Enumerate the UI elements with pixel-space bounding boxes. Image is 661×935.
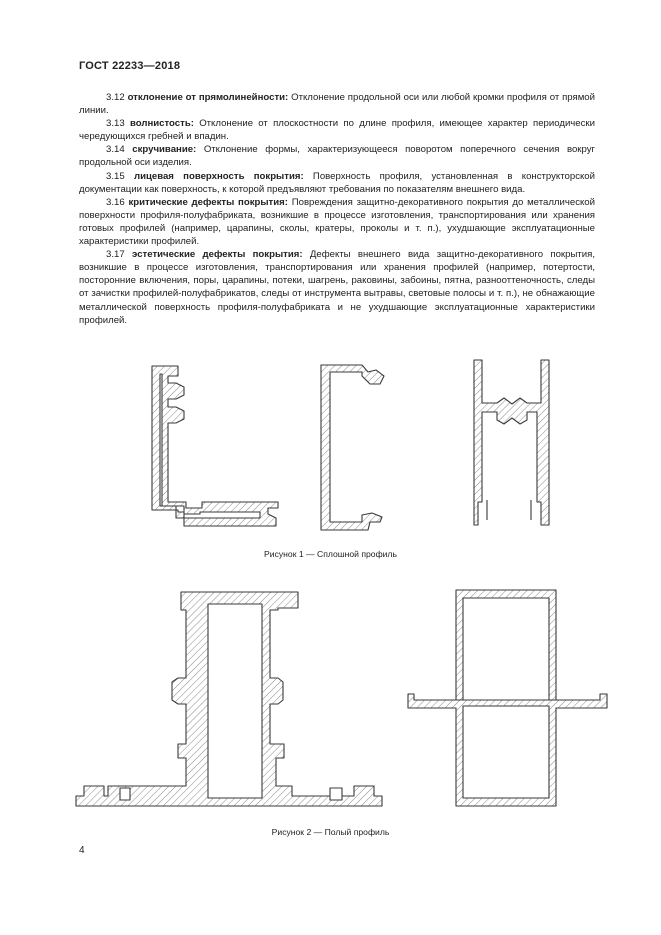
figure-1-caption: Рисунок 1 — Сплошной профиль bbox=[264, 549, 397, 559]
definition-text: Повреждения защитно-декоративного покрытия до металлической поверхности профиля-полуфабриката, возникшие в процессе изготовления, транспортирования или хранения готовых профилей (например, царапины, сколы, кратеры, проколы и т. п.), ухудшающие эксплуатационные характеристики профилей. bbox=[79, 196, 596, 248]
definition-text: Отклонение формы, характеризующееся поворотом поперечного сечения вокруг продольной оси изделия. bbox=[79, 144, 595, 169]
solid-profile-l-shape bbox=[152, 366, 278, 526]
definition-term: скручивание: bbox=[132, 144, 197, 156]
definition-text: Отклонение от плоскостности по длине профиля, имеющее характер периодически чередующихся гребней и впадин. bbox=[79, 118, 595, 143]
hollow-profile-slotted bbox=[76, 592, 382, 806]
definition-number: 3.12 bbox=[106, 92, 125, 103]
definition-number: 3.14 bbox=[106, 144, 125, 156]
definition-text: Поверхность профиля, установленная в конструкторской документации как поверхность, к которой предъявляют требования по показателям внешнего вида. bbox=[79, 170, 595, 195]
solid-profile-h-shape bbox=[474, 360, 549, 525]
definition-term: критические дефекты покрытия: bbox=[128, 196, 288, 208]
definition-number: 3.17 bbox=[106, 249, 125, 261]
solid-profile-c-channel bbox=[321, 365, 384, 530]
definition-text: Отклонение продольной оси или любой кромки профиля от прямой линии. bbox=[79, 92, 595, 117]
definition-number: 3.15 bbox=[106, 170, 125, 182]
definition-number: 3.13 bbox=[106, 118, 125, 130]
definition-term: эстетические дефекты покрытия: bbox=[132, 249, 303, 261]
document-header: ГОСТ 22233—2018 bbox=[79, 60, 181, 72]
definition-term: волнистость: bbox=[129, 118, 194, 130]
figure-2-caption: Рисунок 2 — Полый профиль bbox=[271, 827, 390, 837]
page-number: 4 bbox=[79, 845, 85, 856]
hollow-profile-box bbox=[408, 590, 607, 806]
definition-number: 3.16 bbox=[106, 196, 125, 208]
definition-term: отклонение от прямолинейности: bbox=[127, 92, 289, 103]
definition-text: Дефекты внешнего вида защитно-декоративного покрытия, возникшие в процессе изготовления, транспортирования или хранения профилей (например, потертости, посторонние включения, поры, царапины, потеки, шагрень, раковины, забоины, пятна, разнооттеночность, следы от зачистки профилей-полуфабрикатов, следы от инструмента вытравы, световые полосы и т. п.), не обнажающие металлической поверхность профиля-полуфабриката и не ухудшающие эксплуатационные характеристики профилей. bbox=[79, 249, 595, 326]
definition-term: лицевая поверхность покрытия: bbox=[133, 170, 304, 182]
